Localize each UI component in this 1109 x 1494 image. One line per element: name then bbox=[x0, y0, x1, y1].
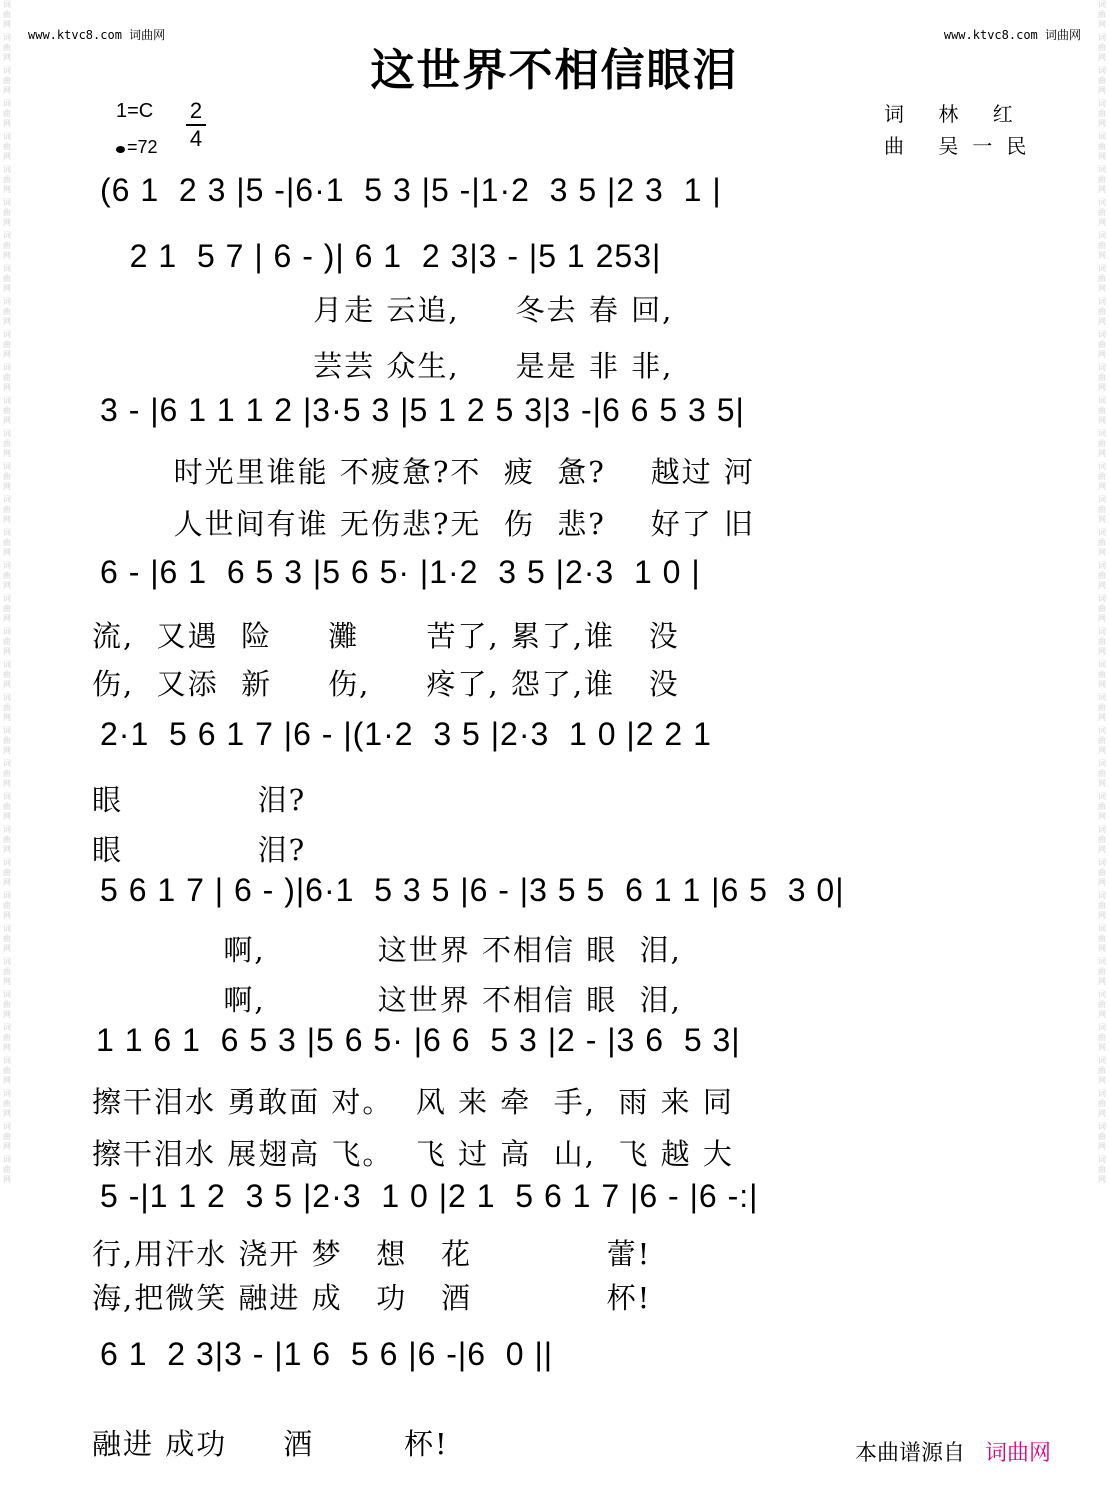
song-title: 这世界不相信眼泪 bbox=[370, 45, 739, 96]
score-line-5: 2·1 5 6 1 7 |6 - |(1·2 3 5 |2·3 1 0 |2 2 1 bbox=[100, 716, 712, 752]
lyricist-credit: 词 林 红 bbox=[884, 102, 1027, 126]
composer-credit: 曲 吴一民 bbox=[884, 134, 1041, 158]
lyric-line-3-verse-2: 人世间有谁 无伤悲?无 伤 悲? 好了 旧 bbox=[140, 507, 755, 541]
time-signature bbox=[186, 98, 206, 152]
lyric-line-7-verse-2: 擦干泪水 展翅高 飞。 飞 过 高 山, 飞 越 大 bbox=[92, 1137, 734, 1171]
score-line-4: 6 - |6 1 6 5 3 |5 6 5· |1·2 3 5 |2·3 1 0 | bbox=[100, 554, 701, 590]
lyric-line-5-verse-2: 眼 泪? bbox=[92, 833, 307, 867]
side-watermark-left: 词曲网 词曲网 词曲网 词曲网 词曲网 词曲网 词曲网 词曲网 词曲网 词曲网 词曲网 词曲网 词曲网 词曲网 词曲网 词曲网 词曲网 词曲网 词曲网 词曲网 词曲网 词曲网 词曲网 词曲网 词曲网 词曲网 词曲网 词曲网 词曲网 词曲网 词曲网 词曲网 词曲网 词曲网 词曲网 词曲网 bbox=[3, 0, 11, 1184]
lyric-line-6-verse-1: 啊, 这世界 不相信 眼 泪, bbox=[100, 933, 682, 967]
lyric-line-4-verse-2: 伤, 又添 新 伤, 疼了, 怨了,谁 没 bbox=[92, 667, 680, 701]
source-site-link[interactable]: 词曲网 bbox=[985, 1441, 1052, 1466]
side-watermark-right: 词曲网 词曲网 词曲网 词曲网 词曲网 词曲网 词曲网 词曲网 词曲网 词曲网 词曲网 词曲网 词曲网 词曲网 词曲网 词曲网 词曲网 词曲网 词曲网 词曲网 词曲网 词曲网 词曲网 词曲网 词曲网 词曲网 词曲网 词曲网 词曲网 词曲网 词曲网 词曲网 词曲网 词曲网 词曲网 词曲网 bbox=[1098, 0, 1106, 1184]
time-signature-bottom: 4 bbox=[189, 126, 203, 151]
score-line-9: 6 1 2 3|3 - |1 6 5 6 |6 -|6 0 || bbox=[100, 1336, 554, 1372]
lyric-line-8-verse-1: 行,用汗水 浇开 梦 想 花 蕾! bbox=[92, 1237, 652, 1271]
quarter-note-icon bbox=[116, 146, 125, 153]
score-line-2: 2 1 5 7 | 6 - )| 6 1 2 3|3 - |5 1 253| bbox=[100, 238, 662, 274]
lyric-line-5-verse-1: 眼 泪? bbox=[92, 783, 307, 817]
score-line-3: 3 - |6 1 1 1 2 |3·5 3 |5 1 2 5 3|3 -|6 6 5 3 5| bbox=[100, 392, 745, 428]
lyric-line-7-verse-1: 擦干泪水 勇敢面 对。 风 来 牵 手, 雨 来 同 bbox=[92, 1085, 734, 1119]
score-line-7: 1 1 6 1 6 5 3 |5 6 5· |6 6 5 3 |2 - |3 6 5 3| bbox=[96, 1022, 741, 1058]
score-line-8: 5 -|1 1 2 3 5 |2·3 1 0 |2 1 5 6 1 7 |6 - |6 -:| bbox=[100, 1178, 759, 1214]
header-left-url[interactable]: www.ktvc8.com 词曲网 bbox=[28, 28, 166, 42]
lyric-line-2-verse-1: 月走 云追, 冬去 春 回, bbox=[100, 293, 674, 327]
lyric-line-4-verse-1: 流, 又遇 险 灘 苦了, 累了,谁 没 bbox=[92, 619, 680, 653]
lyric-line-3-verse-1: 时光里谁能 不疲惫?不 疲 惫? 越过 河 bbox=[140, 455, 755, 489]
source-footer bbox=[855, 1436, 1051, 1467]
lyric-line-9: 融进 成功 酒 杯! bbox=[92, 1427, 449, 1461]
tempo-marking bbox=[116, 137, 158, 158]
score-line-1: (6 1 2 3 |5 -|6·1 5 3 |5 -|1·2 3 5 |2 3 1 | bbox=[100, 172, 722, 208]
lyric-line-8-verse-2: 海,把微笑 融进 成 功 酒 杯! bbox=[92, 1281, 652, 1315]
header-right-url[interactable]: www.ktvc8.com 词曲网 bbox=[943, 28, 1081, 42]
source-text: 本曲谱源自 bbox=[855, 1441, 966, 1466]
score-line-6: 5 6 1 7 | 6 - )|6·1 5 3 5 |6 - |3 5 5 6 1 1 |6 5 3 0| bbox=[100, 872, 845, 908]
key-signature: 1=C bbox=[116, 100, 154, 122]
tempo-value: =72 bbox=[127, 137, 158, 157]
time-signature-top: 2 bbox=[189, 98, 203, 123]
lyric-line-2-verse-2: 芸芸 众生, 是是 非 非, bbox=[100, 349, 674, 383]
lyric-line-6-verse-2: 啊, 这世界 不相信 眼 泪, bbox=[100, 983, 682, 1017]
